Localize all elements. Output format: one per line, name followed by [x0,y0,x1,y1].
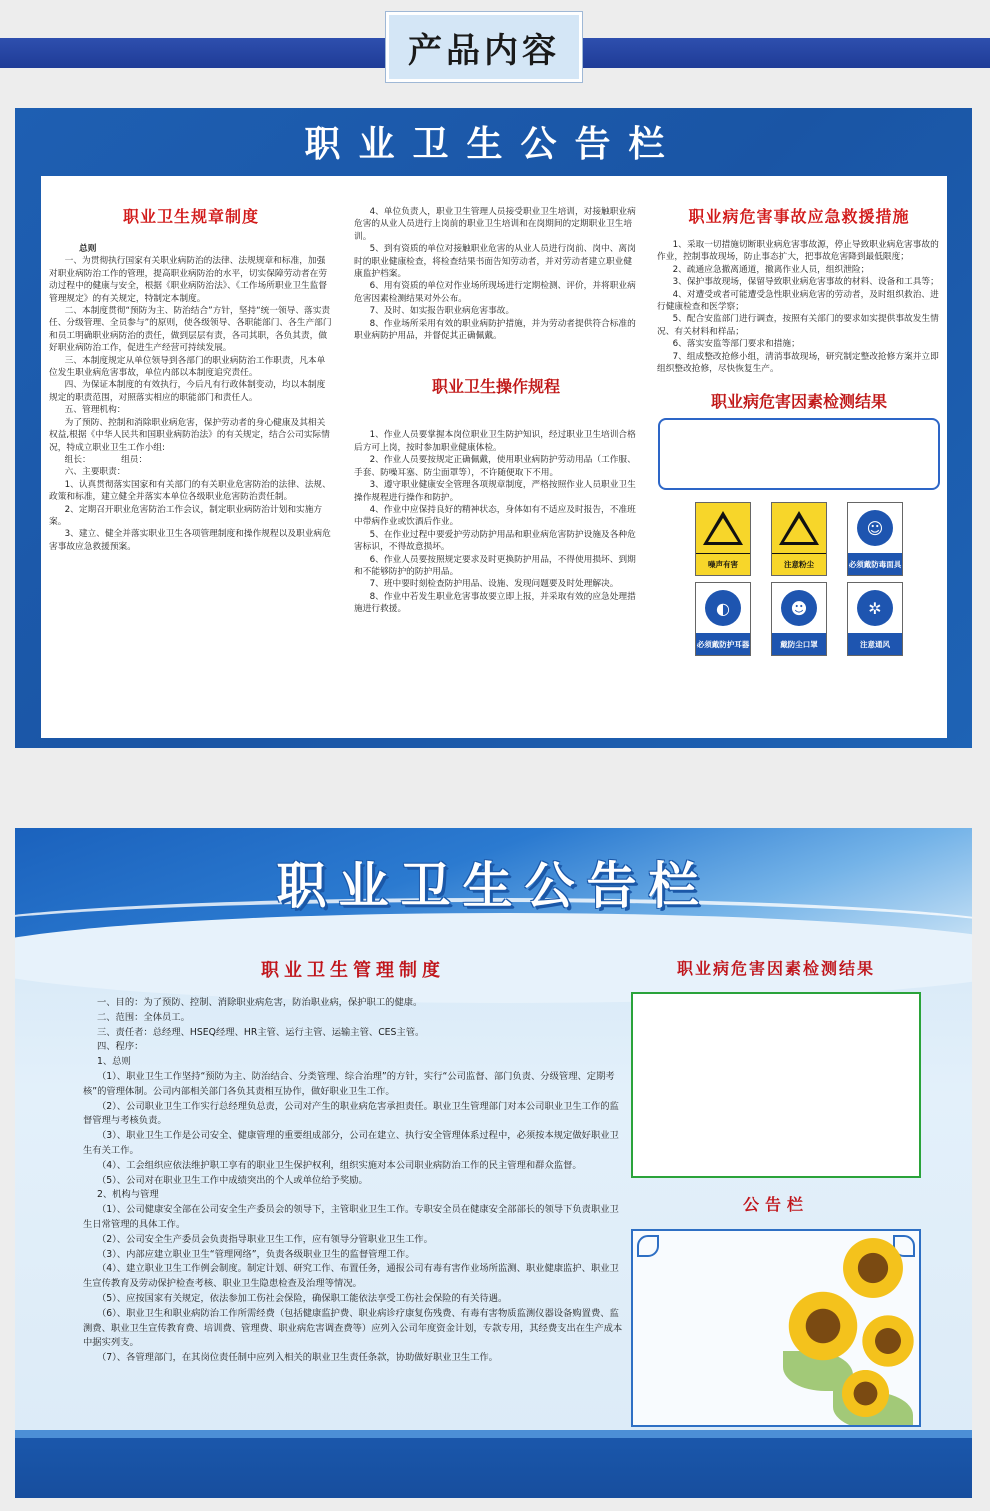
paragraph: 四、为保证本制度的有效执行，今后凡有行政体制变动，均以本制度规定的职责范围，对照落实相应的职能部门和责任人。 [49,380,326,403]
paragraph: 7、组成整改抢修小组，清消事故现场，研究制定整改抢修方案并立即组织整改抢修，尽快恢复生产。 [657,351,939,375]
sign-picture [696,583,750,633]
operation-column [346,176,646,616]
sign-picture [772,503,826,553]
paragraph: 一、目的：为了预防、控制、消除职业病危害，防治职业病，保护职工的健康。 [96,997,423,1008]
sunflower-decoration [838,1366,893,1421]
paragraph: （4）、建立职业卫生工作例会制度。制定计划、研究工作、布置任务，通报公司有毒有害作业场所监测、职业健康监护、职业卫生宣传教育及劳动保护检查考核、职业卫生隐患检查及治理等情况。 [83,1263,619,1290]
dust-mask-icon: ☻ [781,590,817,626]
ear-protector-icon: ◐ [705,590,741,626]
paragraph: 四、程序： [96,1041,144,1053]
paragraph: （3）、内部应建立职业卫生“管理网络”，负责各级职业卫生的监督管理工作。 [96,1248,415,1260]
paragraph: 3、遵守职业健康安全管理各项规章制度，严格按照作业人员职业卫生操作规程进行操作和防护。 [354,480,636,503]
paragraph: 3、保护事故现场，保留导致职业病危害事故的材料、设备和工具等； [672,277,939,288]
bulletin-board-2 [15,828,972,1498]
paragraph: 2、作业人员要按规定正确佩戴，使用职业病防护劳动用品（工作服、手套、防噪耳塞、防尘面罩等），不许随便取下不用。 [354,455,636,478]
paragraph: 4、单位负责人，职业卫生管理人员接受职业卫生培训，对接触职业病危害的从业人员进行上岗前的职业卫生培训和在岗期间的定期职业卫生培训。 [354,207,636,242]
safety-sign [847,582,903,656]
bulletin-board-1 [15,108,972,748]
paragraph: （1）、公司健康安全部在公司安全生产委员会的领导下，主管职业卫生工作。专职安全员在健康安全部部长的领导下负责职业卫生日常管理的具体工作。 [83,1204,619,1230]
paragraph: 4、作业中应保持良好的精神状态，身体如有不适应及时报告，不准班中带病作业或饮酒后作业。 [354,504,636,528]
emergency-text [657,239,941,375]
paragraph: 五、管理机构： [64,405,126,416]
paragraph: 2、定期召开职业危害防治工作会议，制定职业病防治计划和实施方案。 [49,504,323,527]
paragraph: （6）、职业卫生和职业病防治工作所需经费（包括健康监护费、职业病诊疗康复伤残费、有毒有害物质监测仪器设备购置费、监测费、职业卫生宣传教育费、培训费、管理费、职业病危害调查费等）应列入公司年度资金计划，专款专用，其经费支出在生产成本中据实列支。 [83,1307,623,1349]
sunflower-decoration [783,1286,863,1366]
paragraph: 6、落实安监等部门要求和措施； [672,339,800,350]
sign-label: 必须戴防毒面具 [848,553,902,575]
operation-text [354,429,638,615]
management-text [83,996,623,1366]
paragraph: 8、作业场所采用有效的职业病防护措施，并为劳动者提供符合标准的职业病防护用品，并督促其正确佩戴。 [354,318,636,342]
paragraph: 二、本制度贯彻“预防为主、防治结合”方针，坚持“统一领导、落实责任、分级管理、全员参与”的原则，使各级领导、各职能部门、各生产部门和员工明确职业病防治的责任，做到层层有责，各司其职，各负其责，做好职业病防治工作，促进生产经营可持续发展。 [49,306,332,354]
paragraph: 1、采取一切措施切断职业病危害事故源，停止导致职业病危害事故的作业，控制事故现场，防止事态扩大，把事故危害降到最低限度； [657,240,939,263]
gas-mask-icon: ☺ [857,510,893,546]
safety-sign [771,582,827,656]
paragraph: 2、疏通应急撤离通道，撤离作业人员，组织泄险； [672,264,870,275]
safety-sign [771,502,827,576]
paragraph: 1、认真贯彻落实国家和有关部门的有关职业危害防治的法律、法规、政策和标准，建立健全并落实本单位各级职业危害防治责任制。 [49,479,331,503]
sign-label: 必须戴防护耳器 [696,633,750,655]
header-title: 产品内容 [386,12,582,82]
sign-picture [696,503,750,553]
regulations-title: 职业卫生规章制度 [122,207,259,226]
paragraph: 组长： 组员： [64,454,148,465]
safety-sign [847,502,903,576]
board2-right-section [631,956,921,1427]
paragraph: （3）、职业卫生工作是公司安全、健康管理的重要组成部分，公司在建立、执行安全管理体系过程中，必须按本规定做好职业卫生有关工作。 [83,1130,619,1156]
paragraph: （7）、各管理部门，在其岗位责任制中应列入相关的职业卫生责任条款，协助做好职业卫生工作。 [96,1352,498,1364]
sunflower-decoration [858,1311,918,1371]
regulations-column [41,176,341,553]
paragraph: 7、及时、如实报告职业病危害事故。 [369,306,515,317]
board1-panel [41,176,947,738]
paragraph: 三、责任者：总经理、HSEQ经理、HR主管、运行主管、运输主管、CES主管。 [96,1026,425,1038]
safety-sign [695,582,751,656]
management-section [83,956,623,1366]
paragraph: 六、主要职责： [64,467,126,478]
operation-title: 职业卫生操作规程 [431,377,560,397]
safety-signs [657,502,941,656]
paragraph: （5）、公司对在职业卫生工作中成绩突出的个人或单位给予奖励。 [96,1174,368,1186]
board2-bottom-band [15,1438,972,1498]
sign-picture [772,583,826,633]
general-rules-label: 总则 [79,244,97,254]
notice-box [631,1229,921,1427]
notice-title: 公告栏 [742,1195,809,1214]
paragraph: （2）、公司安全生产委员会负责指导职业卫生工作，应有领导分管职业卫生工作。 [96,1233,433,1245]
paragraph: 1、总则 [96,1056,131,1068]
paragraph: （5）、应按国家有关规定，依法参加工伤社会保险，确保职工能依法享受工伤社会保险的有关待遇。 [96,1292,508,1304]
emergency-title: 职业病危害事故应急救援措施 [688,207,910,226]
paragraph: 二、范围：全体员工。 [96,1011,190,1023]
paragraph: 2、机构与管理 [96,1189,159,1201]
paragraph: 6、用有资质的单位对作业场所现场进行定期检测、评价，并将职业病危害因素检测结果对外公布。 [354,281,636,304]
paragraph: 6、作业人员要按照规定要求及时更换防护用品，不得使用损坏、到期和不能够防护的防护用品。 [354,554,636,577]
ventilation-icon: ✲ [857,590,893,626]
board2-result-box [631,992,921,1178]
paragraph: 4、对遭受或者可能遭受急性职业病危害的劳动者，及时组织救治、进行健康检查和医学察； [657,289,939,313]
detection-result-box [658,418,940,490]
corner-ornament [637,1235,659,1257]
regulations-text [49,255,333,553]
sunflower-decoration [838,1233,908,1303]
paragraph: 5、在作业过程中要爱护劳动防护用品和职业病危害防护设施及各种危害标识，不得故意损坏。 [354,529,636,553]
paragraph: 5、到有资质的单位对接触职业危害的从业人员进行岗前、岗中、离岗时的职业健康检查，将检查结果书面告知劳动者，并对劳动者建立职业健康监护档案。 [354,244,636,280]
board2-result-title: 职业病危害因素检测结果 [676,959,875,978]
paragraph: （2）、公司职业卫生工作实行总经理负总责，公司对产生的职业病危害承担责任。职业卫生管理部门对本公司职业卫生工作的监督管理与考核负责。 [83,1100,619,1127]
paragraph: （1）、职业卫生工作坚持“预防为主、防治结合、分类管理、综合治理”的方针，实行“公司监督、部门负责、分级管理、定期考核”的管理体制。公司内部相关部门各负其责相互协作，做好职业卫生工作。 [83,1070,615,1097]
safety-sign [695,502,751,576]
board1-title: 职业卫生公告栏 [304,123,683,165]
management-title: 职业卫生管理制度 [261,960,445,981]
paragraph: （4）、工会组织应依法维护职工享有的职业卫生保护权利，组织实施对本公司职业病防治工作的民主管理和群众监督。 [96,1159,582,1171]
detection-result-title: 职业病危害因素检测结果 [710,392,887,412]
paragraph: 8、作业中若发生职业危害事故要立即上报，并采取有效的应急处理措施进行救援。 [354,591,636,615]
paragraph: 3、建立、健全并落实职业卫生各项管理制度和操作规程以及职业病危害事故应急救援预案。 [49,529,331,552]
paragraph: 7、班中要时刻检查防护用品、设施、发现问题要及时处理解决。 [369,579,619,590]
emergency-column [651,176,947,656]
sign-label: 注意粉尘 [772,553,826,575]
paragraph: 一、为贯彻执行国家有关职业病防治的法律、法规规章和标准，加强对职业病防治工作的管理，提高职业病防治的水平，切实保障劳动者在劳动过程中的健康与安全，根据《职业病防治法》、《工作场所职业卫生监督管理规定》的有关规定，特制定本制度。 [49,256,327,304]
paragraph: 1、作业人员要掌握本岗位职业卫生防护知识，经过职业卫生培训合格后方可上岗，按时参加职业健康体检。 [354,430,636,453]
paragraph: 三、本制度规定从单位领导到各部门的职业病防治工作职责，凡本单位发生职业病危害事故，单位内部以本制度追究责任。 [49,355,326,379]
sign-picture [848,583,902,633]
sign-label: 注意通风 [848,633,902,655]
paragraph: 5、配合安监部门进行调查，按照有关部门的要求如实提供事故发生情况、有关材料和样品； [657,314,939,337]
noise-icon [703,511,743,545]
duties-text [354,206,638,342]
sign-label: 戴防尘口罩 [772,633,826,655]
dust-icon [779,511,819,545]
board2-title: 职业卫生公告栏 [276,857,711,915]
paragraph: 为了预防、控制和消除职业病危害，保护劳动者的身心健康及其相关权益,根据《中华人民共和国职业病防治法》的有关规定，结合公司实际情况，特成立职业卫生工作小组: [49,417,330,453]
sign-picture [848,503,902,553]
sign-label: 噪声有害 [696,553,750,575]
